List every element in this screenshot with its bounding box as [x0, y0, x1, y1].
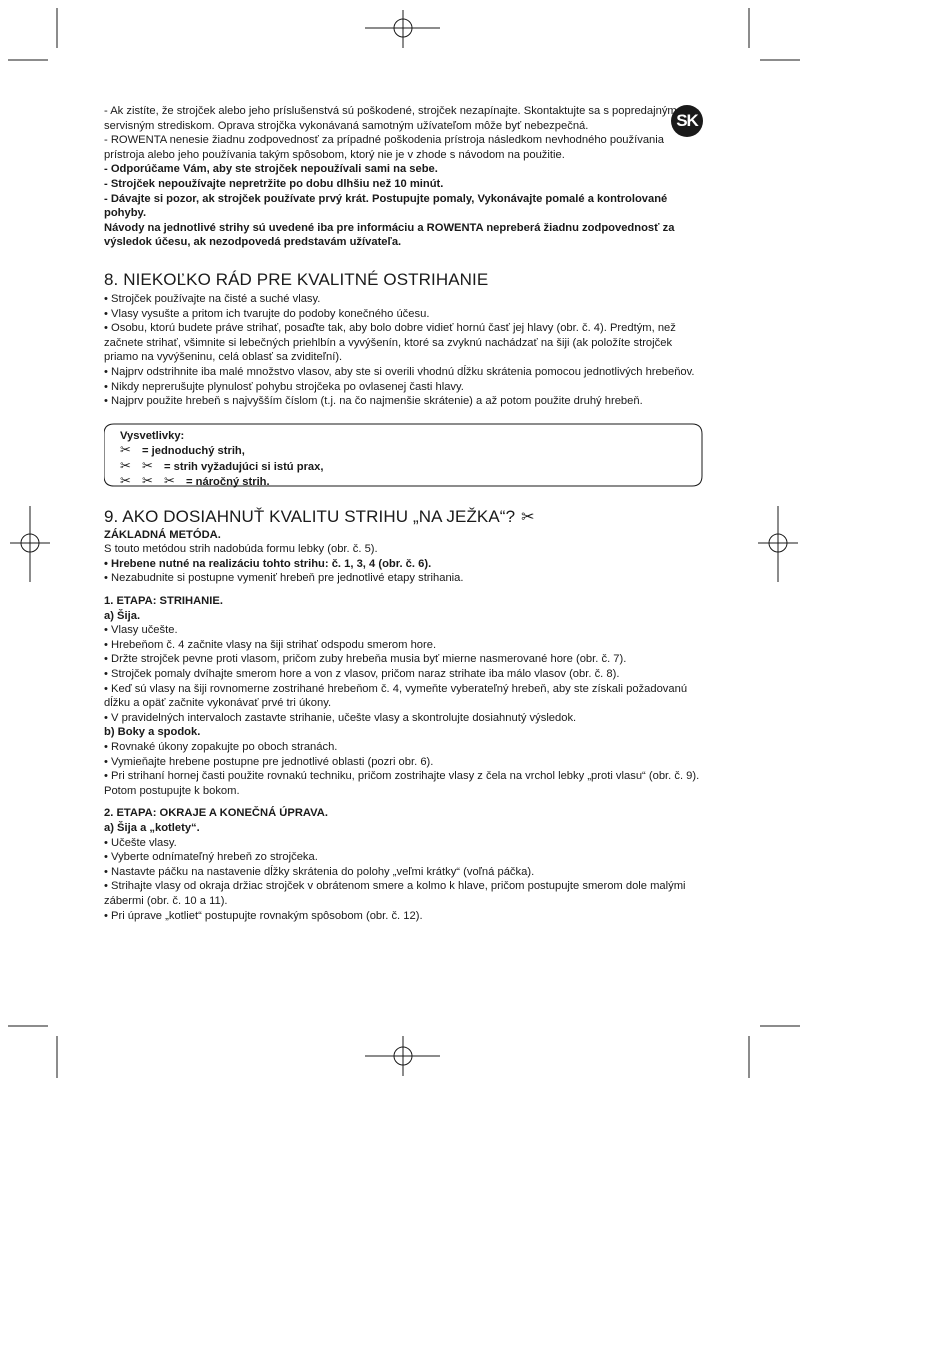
document-body [104, 104, 704, 923]
stage-2-title: 2. ETAPA: OKRAJE A KONEČNÁ ÚPRAVA. [104, 807, 328, 820]
intro-warning: - Strojček nepoužívajte nepretržite po dobu dlhšiu než 10 minút. [104, 177, 444, 190]
list-item: • Držte strojček pevne proti vlasom, pričom zuby hrebeňa musia byť mierne nasmerované hore (obr. č. 7). [104, 653, 627, 666]
registration-mark-right [758, 506, 798, 582]
section-8-heading: 8. NIEKOĽKO RÁD PRE KVALITNÉ OSTRIHANIE [104, 269, 489, 289]
list-item: • Učešte vlasy. [104, 836, 177, 849]
registration-mark-left [10, 506, 50, 582]
list-item: • V pravidelných intervaloch zastavte strihanie, učešte vlasy a skontrolujte dosiahnutý výsledok. [104, 711, 577, 724]
list-item: • Nastavte páčku na nastavenie dĺžky skrátenia do polohy „veľmi krátky“ (voľná páčka). [104, 865, 535, 878]
intro-warning: - Odporúčame Vám, aby ste strojček nepoužívali sami na sebe. [104, 163, 438, 176]
list-item: • Pri úprave „kotliet“ postupujte rovnakým spôsobom (obr. č. 12). [104, 909, 423, 922]
scissors-icon: ✂ [521, 508, 535, 526]
intro-block [104, 104, 704, 250]
registration-mark-bottom [365, 1036, 440, 1076]
scissors-icon: ✂ [142, 457, 153, 473]
list-item: • Vymieňajte hrebene postupne pre jednotlivé oblasti (pozri obr. 6). [104, 755, 434, 768]
intro-disclaimer: Návody na jednotlivé strihy sú uvedené iba pre informáciu a ROWENTA nepreberá žiadnu zodpovednosť za výsledok účesu, ak nezodpovedá predstavám užívateľa. [104, 221, 675, 249]
legend-row-simple [120, 443, 323, 459]
intro-paragraph: - Ak zistíte, že strojček alebo jeho príslušenstvá sú poškodené, strojček nezapínajte. Skontaktujte sa s popredajným servisným strediskom. Oprava strojčka vykonávaná samotným užívateľom môže byť nebezpečná. [104, 105, 677, 132]
list-item: • Rovnaké úkony zopakujte po oboch stranách. [104, 741, 338, 753]
language-badge: SK [671, 105, 703, 137]
stage-2-subheading-a: a) Šija a „kotlety“. [104, 821, 200, 834]
list-item: • Nikdy neprerušujte plynulosť pohybu strojčeka po ovlasenej časti hlavy. [104, 380, 464, 393]
list-item: • Vyberte odnímateľný hrebeň zo strojčeka. [104, 851, 318, 864]
intro-warning: - Dávajte si pozor, ak strojček používate prvý krát. Postupujte pomaly, Vykonávajte pomalé a kontrolované pohyby. [104, 192, 668, 220]
list-item: • Pri strihaní hornej časti použite rovnakú techniku, pričom zostrihajte vlasy z čela na vrchol lebky „proti vlasu“ (obr. č. 9). Potom postupujte k bokom. [104, 770, 700, 797]
method-item: • Nezabudnite si postupne vymeniť hrebeň pre jednotlivé etapy strihania. [104, 572, 464, 585]
list-item: • Vlasy učešte. [104, 624, 178, 637]
scissors-icon: ✂ [120, 457, 131, 473]
stage-1-title: 1. ETAPA: STRIHANIE. [104, 595, 223, 608]
list-item: • Keď sú vlasy na šiji rovnomerne zostrihané hrebeňom č. 4, vymeňte vyberateľný hrebeň, aby ste získali požadovanú dĺžku a opäť začnite vykonávať prvé tri úkony. [104, 682, 688, 710]
scissors-icon: ✂ [164, 473, 175, 489]
legend-row-medium [120, 459, 323, 475]
intro-paragraph: - ROWENTA nenesie žiadnu zodpovednosť za prípadné poškodenia prístroja následkom nevhodného používania prístroja alebo jeho používania takým spôsobom, ktorý nie je v zhode s návodom na použitie. [104, 134, 664, 161]
section-9-title: 9. AKO DOSIAHNUŤ KVALITU STRIHU „NA JEŽKA“? [104, 506, 516, 526]
scissors-icon: ✂ [142, 473, 153, 489]
method-title: ZÁKLADNÁ METÓDA. [104, 528, 221, 541]
list-item: • Strojček pomaly dvíhajte smerom hore a von z vlasov, pričom naraz strihate iba málo vlasov (obr. č. 8). [104, 668, 620, 681]
legend-title: Vysvetlivky: [120, 429, 185, 442]
list-item: • Strojček používajte na čisté a suché vlasy. [104, 292, 321, 305]
scissors-icon: ✂ [120, 442, 131, 458]
method-item: S touto metódou strih nadobúda formu lebky (obr. č. 5). [104, 543, 378, 556]
method-item: • Hrebene nutné na realizáciu tohto strihu: č. 1, 3, 4 (obr. č. 6). [104, 557, 432, 570]
section-9-heading [104, 507, 704, 528]
list-item: • Strihajte vlasy od okraja držiac strojček v obrátenom smere a kolmo k hlave, pričom postupujte smerom dole malými zábermi (obr. č. 10 a 11). [104, 880, 686, 907]
list-item: • Najprv použite hrebeň s najvyšším číslom (t.j. na čo najmenšie skrátenie) a až potom použite druhý hrebeň. [104, 395, 643, 408]
legend-label: = náročný strih. [186, 476, 270, 489]
legend-row-difficult [120, 474, 323, 490]
list-item: • Osobu, ktorú budete práve strihať, posaďte tak, aby bolo dobre vidieť hornú časť jej hlavy (obr. č. 4). Predtým, než začnete strihať, všimnite si lebečných priehlbín a vyvýšenín, ktoré sa zvyknú nachádzať na šiji (ak položíte strojček priamo na vyvýšeninu, celá oblasť sa zviditeľní). [104, 322, 676, 364]
registration-mark-top [365, 10, 440, 48]
stage-1-subheading-b: b) Boky a spodok. [104, 726, 201, 739]
scissors-icon: ✂ [120, 473, 131, 489]
section-8-list [104, 292, 704, 409]
legend-content [120, 429, 323, 490]
legend-label: = strih vyžadujúci si istú prax, [164, 460, 324, 473]
stage-1-subheading-a: a) Šija. [104, 609, 141, 622]
list-item: • Vlasy vysušte a pritom ich tvarujte do podoby konečného účesu. [104, 307, 430, 320]
list-item: • Hrebeňom č. 4 začnite vlasy na šiji strihať odspodu smerom hore. [104, 638, 437, 651]
legend-label: = jednoduchý strih, [142, 445, 245, 458]
list-item: • Najprv odstrihnite iba malé množstvo vlasov, aby ste si overili vhodnú dĺžku skrátenia pomocou jednotlivých hrebeňov. [104, 365, 695, 378]
legend-box [104, 423, 704, 487]
